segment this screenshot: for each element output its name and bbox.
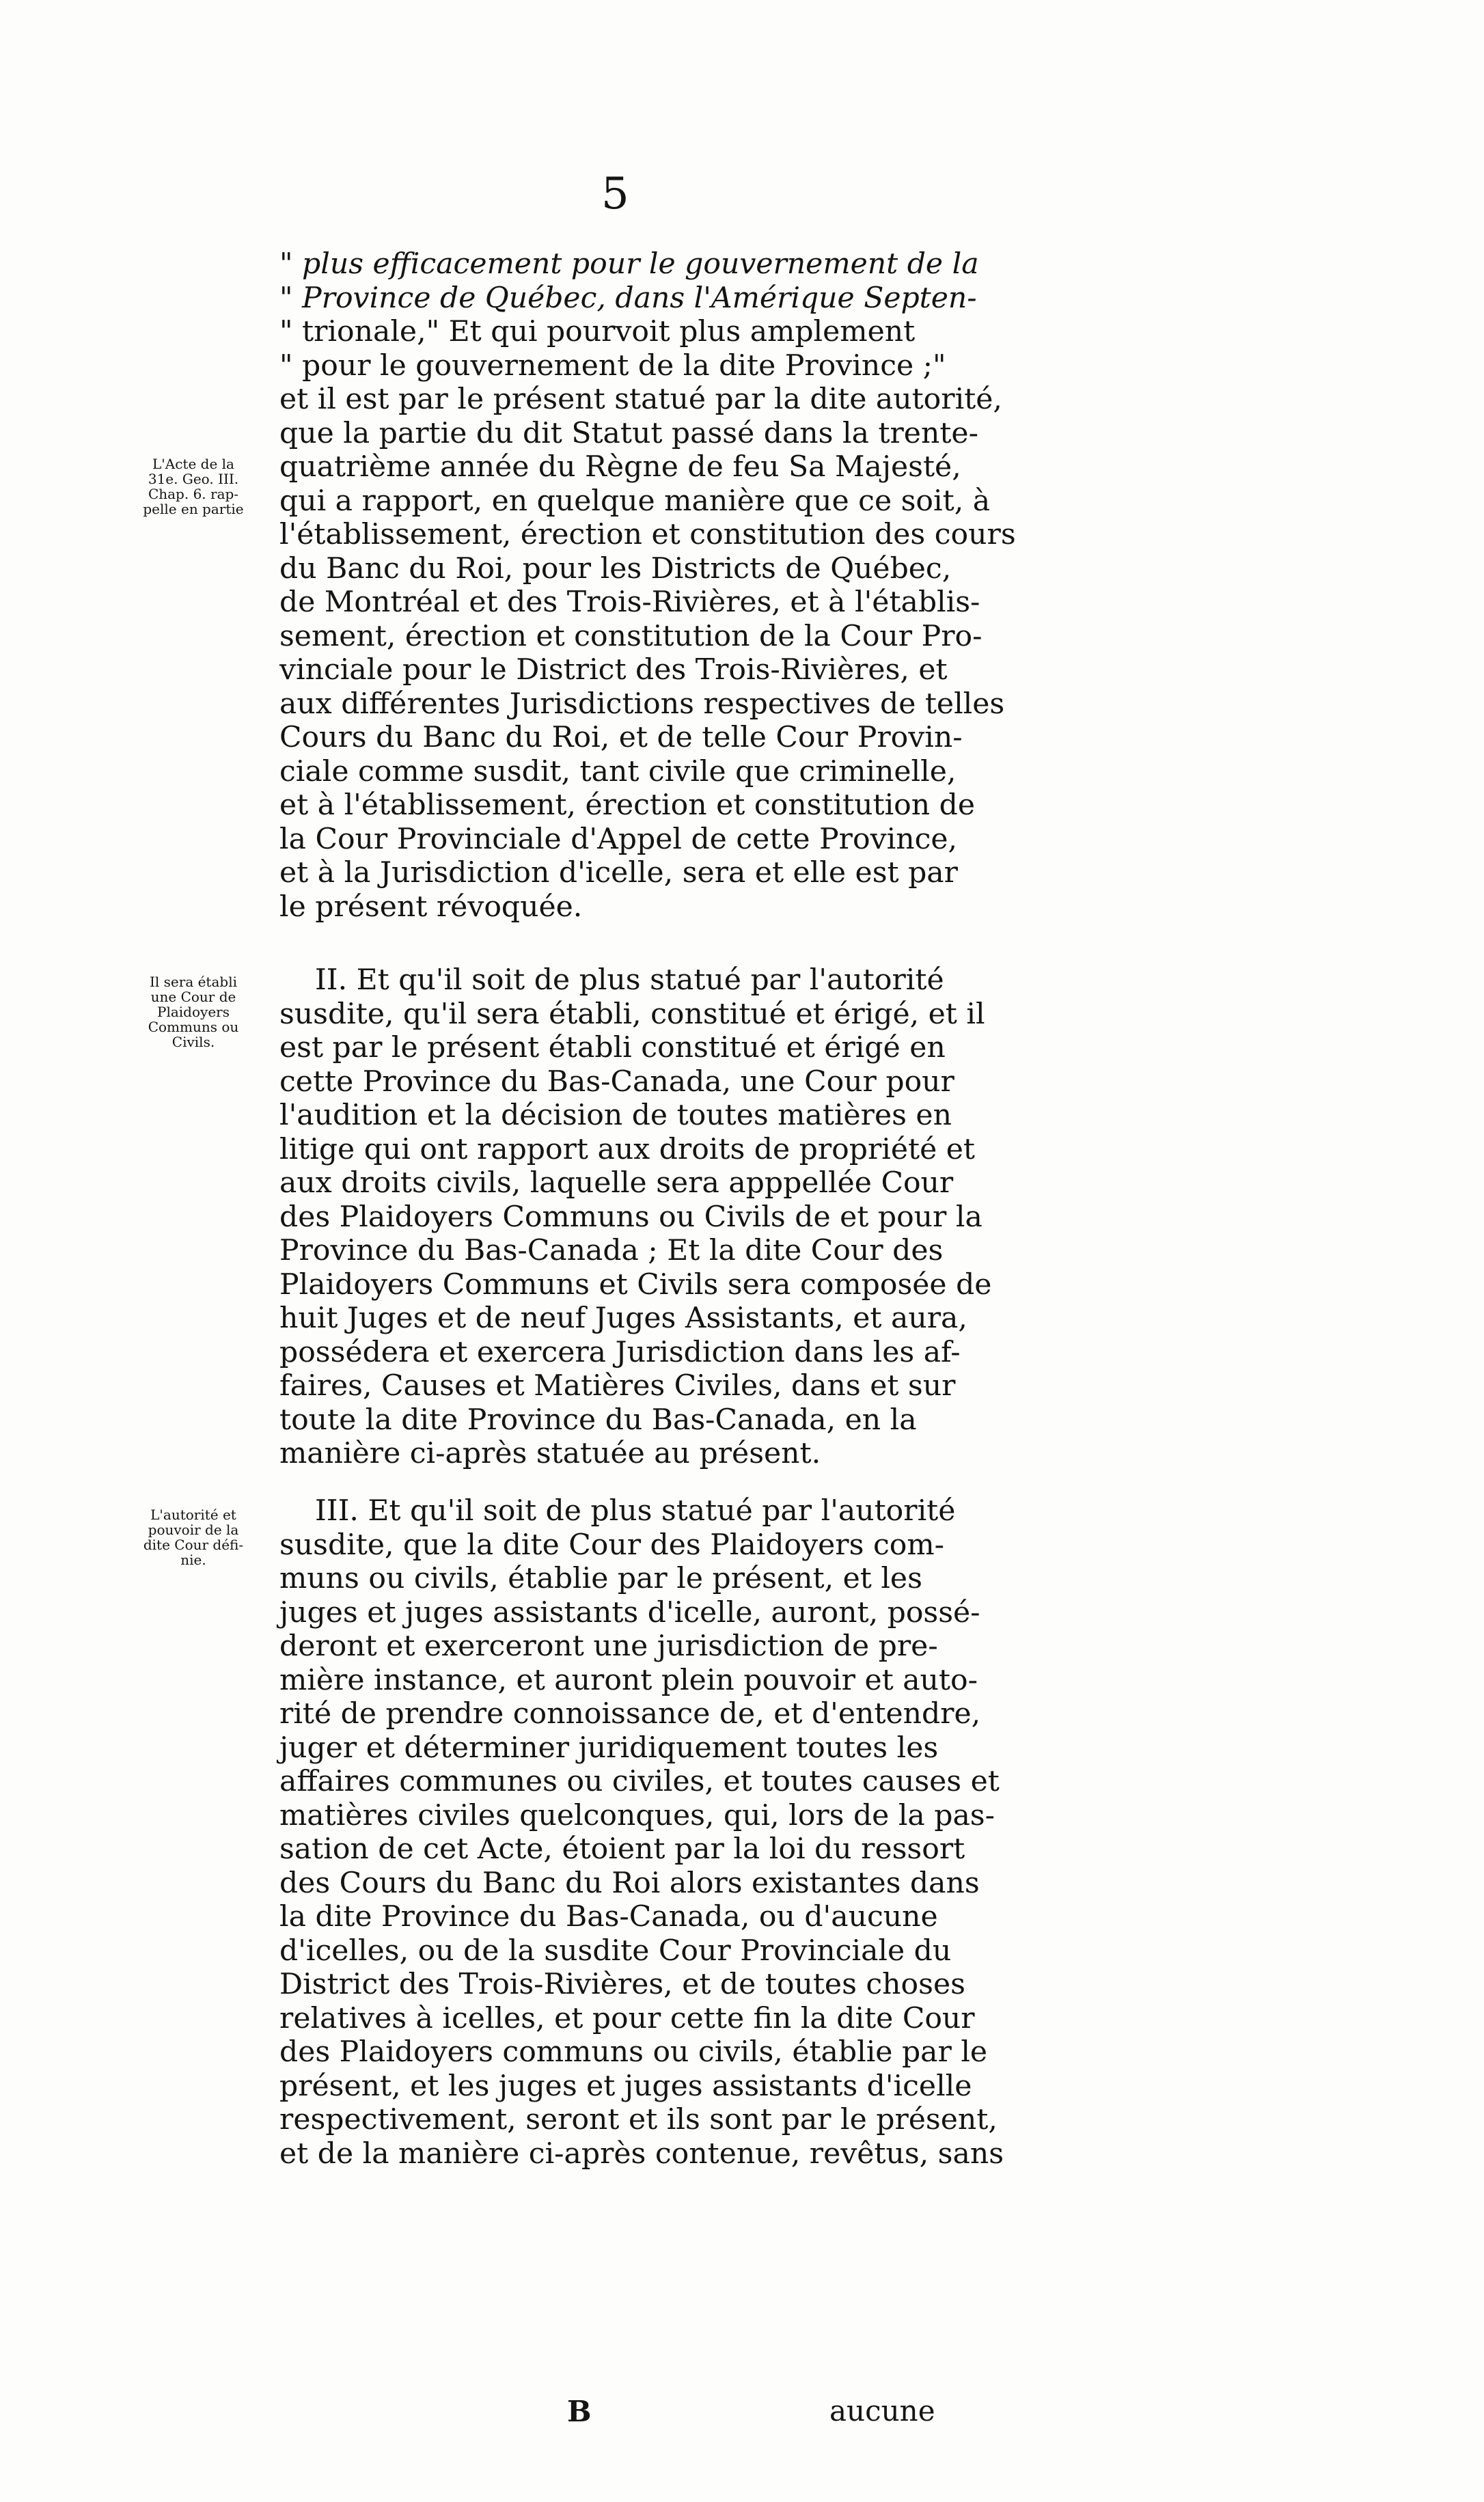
text-line: faires, Causes et Matières Civiles, dans et sur — [279, 1369, 956, 1403]
text-line: deront et exerceront une jurisdiction de pre- — [279, 1630, 938, 1663]
text-line: " trionale," Et qui pourvoit plus amplement — [279, 315, 916, 348]
text-line: Plaidoyers Communs et Civils sera composée de — [279, 1267, 992, 1302]
paragraph-section-ii — [279, 963, 992, 1471]
text-line: de Montréal et des Trois-Rivières, et à l'établis- — [279, 586, 980, 619]
text-line: qui a rapport, en quelque manière que ce soit, à — [279, 484, 991, 518]
text-line: vinciale pour le District des Trois-Rivières, et — [279, 653, 948, 687]
catchword: aucune — [829, 2394, 935, 2428]
text-line: " pour le gouvernement de la dite Province ;" — [279, 348, 946, 383]
text-line: la dite Province du Bas-Canada, ou d'aucune — [279, 1900, 938, 1934]
text-line: et de la manière ci-après contenue, revêtus, sans — [279, 2136, 1004, 2171]
text-line: Province du Bas-Canada ; Et la dite Cour des — [279, 1234, 944, 1267]
margin-note-line: Communs ou — [148, 1019, 239, 1035]
text-line: ciale comme susdit, tant civile que criminelle, — [279, 754, 957, 788]
margin-note-line: Chap. 6. rap- — [148, 486, 239, 502]
text-line: juges et juges assistants d'icelle, auront, possé- — [279, 1595, 980, 1630]
text-line: litige qui ont rapport aux droits de propriété et — [279, 1132, 976, 1166]
text-line: juger et déterminer juridiquement toutes les — [279, 1731, 939, 1765]
text-line: l'audition et la décision de toutes matières en — [279, 1099, 952, 1132]
text-line: affaires communes ou civiles, et toutes causes et — [279, 1765, 1000, 1798]
text-line: rité de prendre connoissance de, et d'entendre, — [279, 1697, 981, 1731]
text-line: des Plaidoyers Communs ou Civils de et pour la — [279, 1200, 983, 1234]
paragraph-repeal — [279, 247, 1016, 924]
text-line: la Cour Provinciale d'Appel de cette Province, — [279, 822, 958, 856]
margin-note-repeal — [108, 456, 279, 517]
text-line: cette Province du Bas-Canada, une Cour pour — [279, 1064, 954, 1099]
text-line: susdite, que la dite Cour des Plaidoyers com- — [279, 1528, 944, 1562]
margin-note-line: une Cour de — [150, 989, 236, 1005]
text-line: d'icelles, ou de la susdite Cour Provinciale du — [279, 1934, 952, 1968]
margin-note-line: dite Cour défi- — [143, 1537, 244, 1553]
margin-note-line: pouvoir de la — [148, 1522, 239, 1538]
page-number: 5 — [601, 169, 629, 219]
margin-note-line: pelle en partie — [143, 501, 244, 517]
text-line: est par le présent établi constitué et érigé en — [279, 1031, 946, 1064]
text-line: présent, et les juges et juges assistants d'icelle — [279, 2069, 972, 2103]
margin-note-line: Civils. — [171, 1034, 215, 1050]
text-line: toute la dite Province du Bas-Canada, en la — [279, 1403, 917, 1437]
text-line: huit Juges et de neuf Juges Assistants, et aura, — [279, 1302, 967, 1335]
text-line: aux droits civils, laquelle sera apppellée Cour — [279, 1166, 954, 1200]
signature-mark: B — [567, 2395, 592, 2428]
text-line: sation de cet Acte, étoient par la loi du ressort — [279, 1832, 965, 1866]
text-line: des Cours du Banc du Roi alors existantes dans — [279, 1866, 980, 1900]
margin-note-line: 31e. Geo. III. — [148, 471, 239, 487]
text-line: relatives à icelles, et pour cette fin la dite Cour — [279, 2001, 975, 2035]
text-line: III. Et qu'il soit de plus statué par l'autorité — [315, 1494, 956, 1528]
text-line: possédera et exercera Jurisdiction dans les af- — [279, 1335, 961, 1369]
text-line: " Province de Québec, dans l'Amérique Septen- — [279, 281, 977, 315]
text-line: des Plaidoyers communs ou civils, établie par le — [279, 2035, 988, 2069]
text-line: " plus efficacement pour le gouvernement de la — [279, 247, 979, 281]
margin-note-line: Il sera établi — [150, 974, 237, 990]
text-line: mière instance, et auront plein pouvoir et auto- — [279, 1663, 978, 1697]
paragraph-section-iii — [279, 1494, 1004, 2171]
margin-note-line: L'autorité et — [150, 1507, 236, 1523]
margin-note-section-iii — [108, 1507, 279, 1567]
margin-note-line: Plaidoyers — [157, 1004, 230, 1020]
text-line: aux différentes Jurisdictions respectives de telles — [279, 687, 1005, 721]
text-line: que la partie du dit Statut passé dans la trente- — [279, 416, 978, 450]
text-line: Cours du Banc du Roi, et de telle Cour Provin- — [279, 721, 963, 754]
text-line: et il est par le présent statué par la dite autorité, — [279, 383, 1002, 416]
text-line: et à la Jurisdiction d'icelle, sera et elle est par — [279, 856, 958, 890]
text-line: muns ou civils, établie par le présent, et les — [279, 1562, 922, 1595]
margin-note-line: nie. — [180, 1552, 206, 1568]
text-line: quatrième année du Règne de feu Sa Majesté, — [279, 450, 961, 484]
margin-note-section-ii — [108, 974, 279, 1049]
margin-note-line: L'Acte de la — [152, 456, 234, 472]
text-line: sement, érection et constitution de la Cour Pro- — [279, 619, 983, 653]
text-line: District des Trois-Rivières, et de toutes choses — [279, 1968, 965, 2001]
text-line: matières civiles quelconques, qui, lors de la pas- — [279, 1798, 995, 1832]
text-line: et à l'établissement, érection et constitution de — [279, 788, 976, 822]
text-line: II. Et qu'il soit de plus statué par l'autorité — [315, 963, 944, 997]
text-line: le présent révoquée. — [279, 890, 583, 924]
text-line: susdite, qu'il sera établi, constitué et érigé, et il — [279, 997, 985, 1031]
text-line: manière ci-après statuée au présent. — [279, 1437, 821, 1470]
text-line: du Banc du Roi, pour les Districts de Québec, — [279, 551, 952, 586]
text-line: respectivement, seront et ils sont par le présent, — [279, 2103, 998, 2136]
text-line: l'établissement, érection et constitution des cours — [279, 518, 1016, 551]
